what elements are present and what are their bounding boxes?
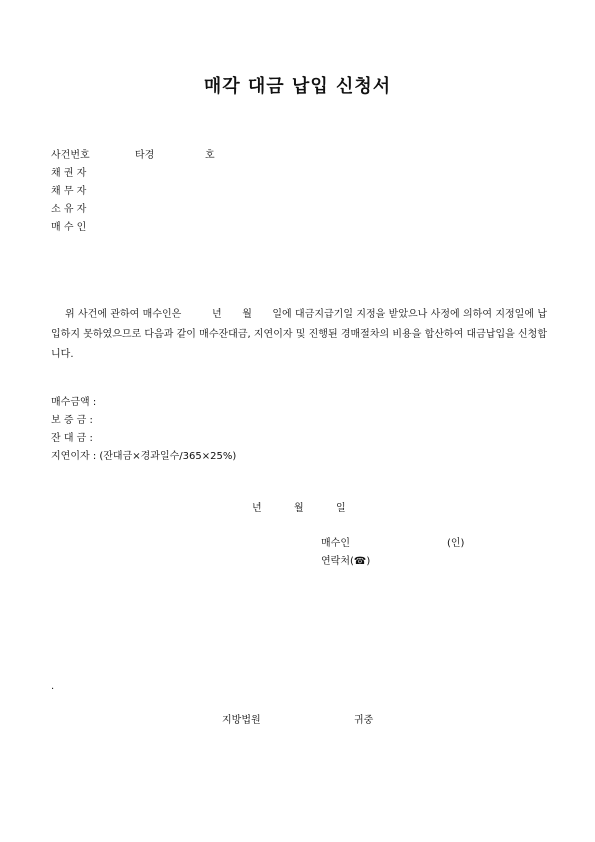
late-interest-label: 지연이자 : (잔대금×경과일수/365×25%) [51,451,237,462]
buyer-label: 매 수 인 [51,222,87,233]
buyer-signature-label: 매수인 [321,538,350,549]
deposit-label: 보 증 금 : [51,415,93,426]
purchase-amount-label: 매수금액 : [51,397,97,408]
date-day-label: 일 [336,503,346,514]
creditor-label: 채 권 자 [51,168,87,179]
balance-label: 잔 대 금 : [51,433,93,444]
owner-label: 소 유 자 [51,204,87,215]
seal-mark: (인) [447,538,465,549]
application-body-text: 위 사건에 관하여 매수인은 년 월 일에 대금지급기일 지정을 받았으나 사정에 의하여 지정일에 납입하지 못하였으므로 다음과 같이 매수잔대금, 지연이자 및 진행된 경매절차의 비용을 합산하여 대금납입을 신청합니다. [51,309,547,360]
document-title: 매각 대금 납입 신청서 [203,76,392,97]
date-month-label: 월 [294,503,304,514]
addressee-label: 귀중 [354,715,374,726]
date-year-label: 년 [252,503,262,514]
footnote-mark: . [51,681,55,692]
case-number-label: 사건번호 [51,150,90,161]
application-body [51,305,547,365]
contact-label: 연락처(☎) [321,556,371,567]
case-type-label: 타경 [135,150,155,161]
debtor-label: 채 무 자 [51,186,87,197]
case-suffix-label: 호 [205,150,215,161]
court-label: 지방법원 [222,715,261,726]
